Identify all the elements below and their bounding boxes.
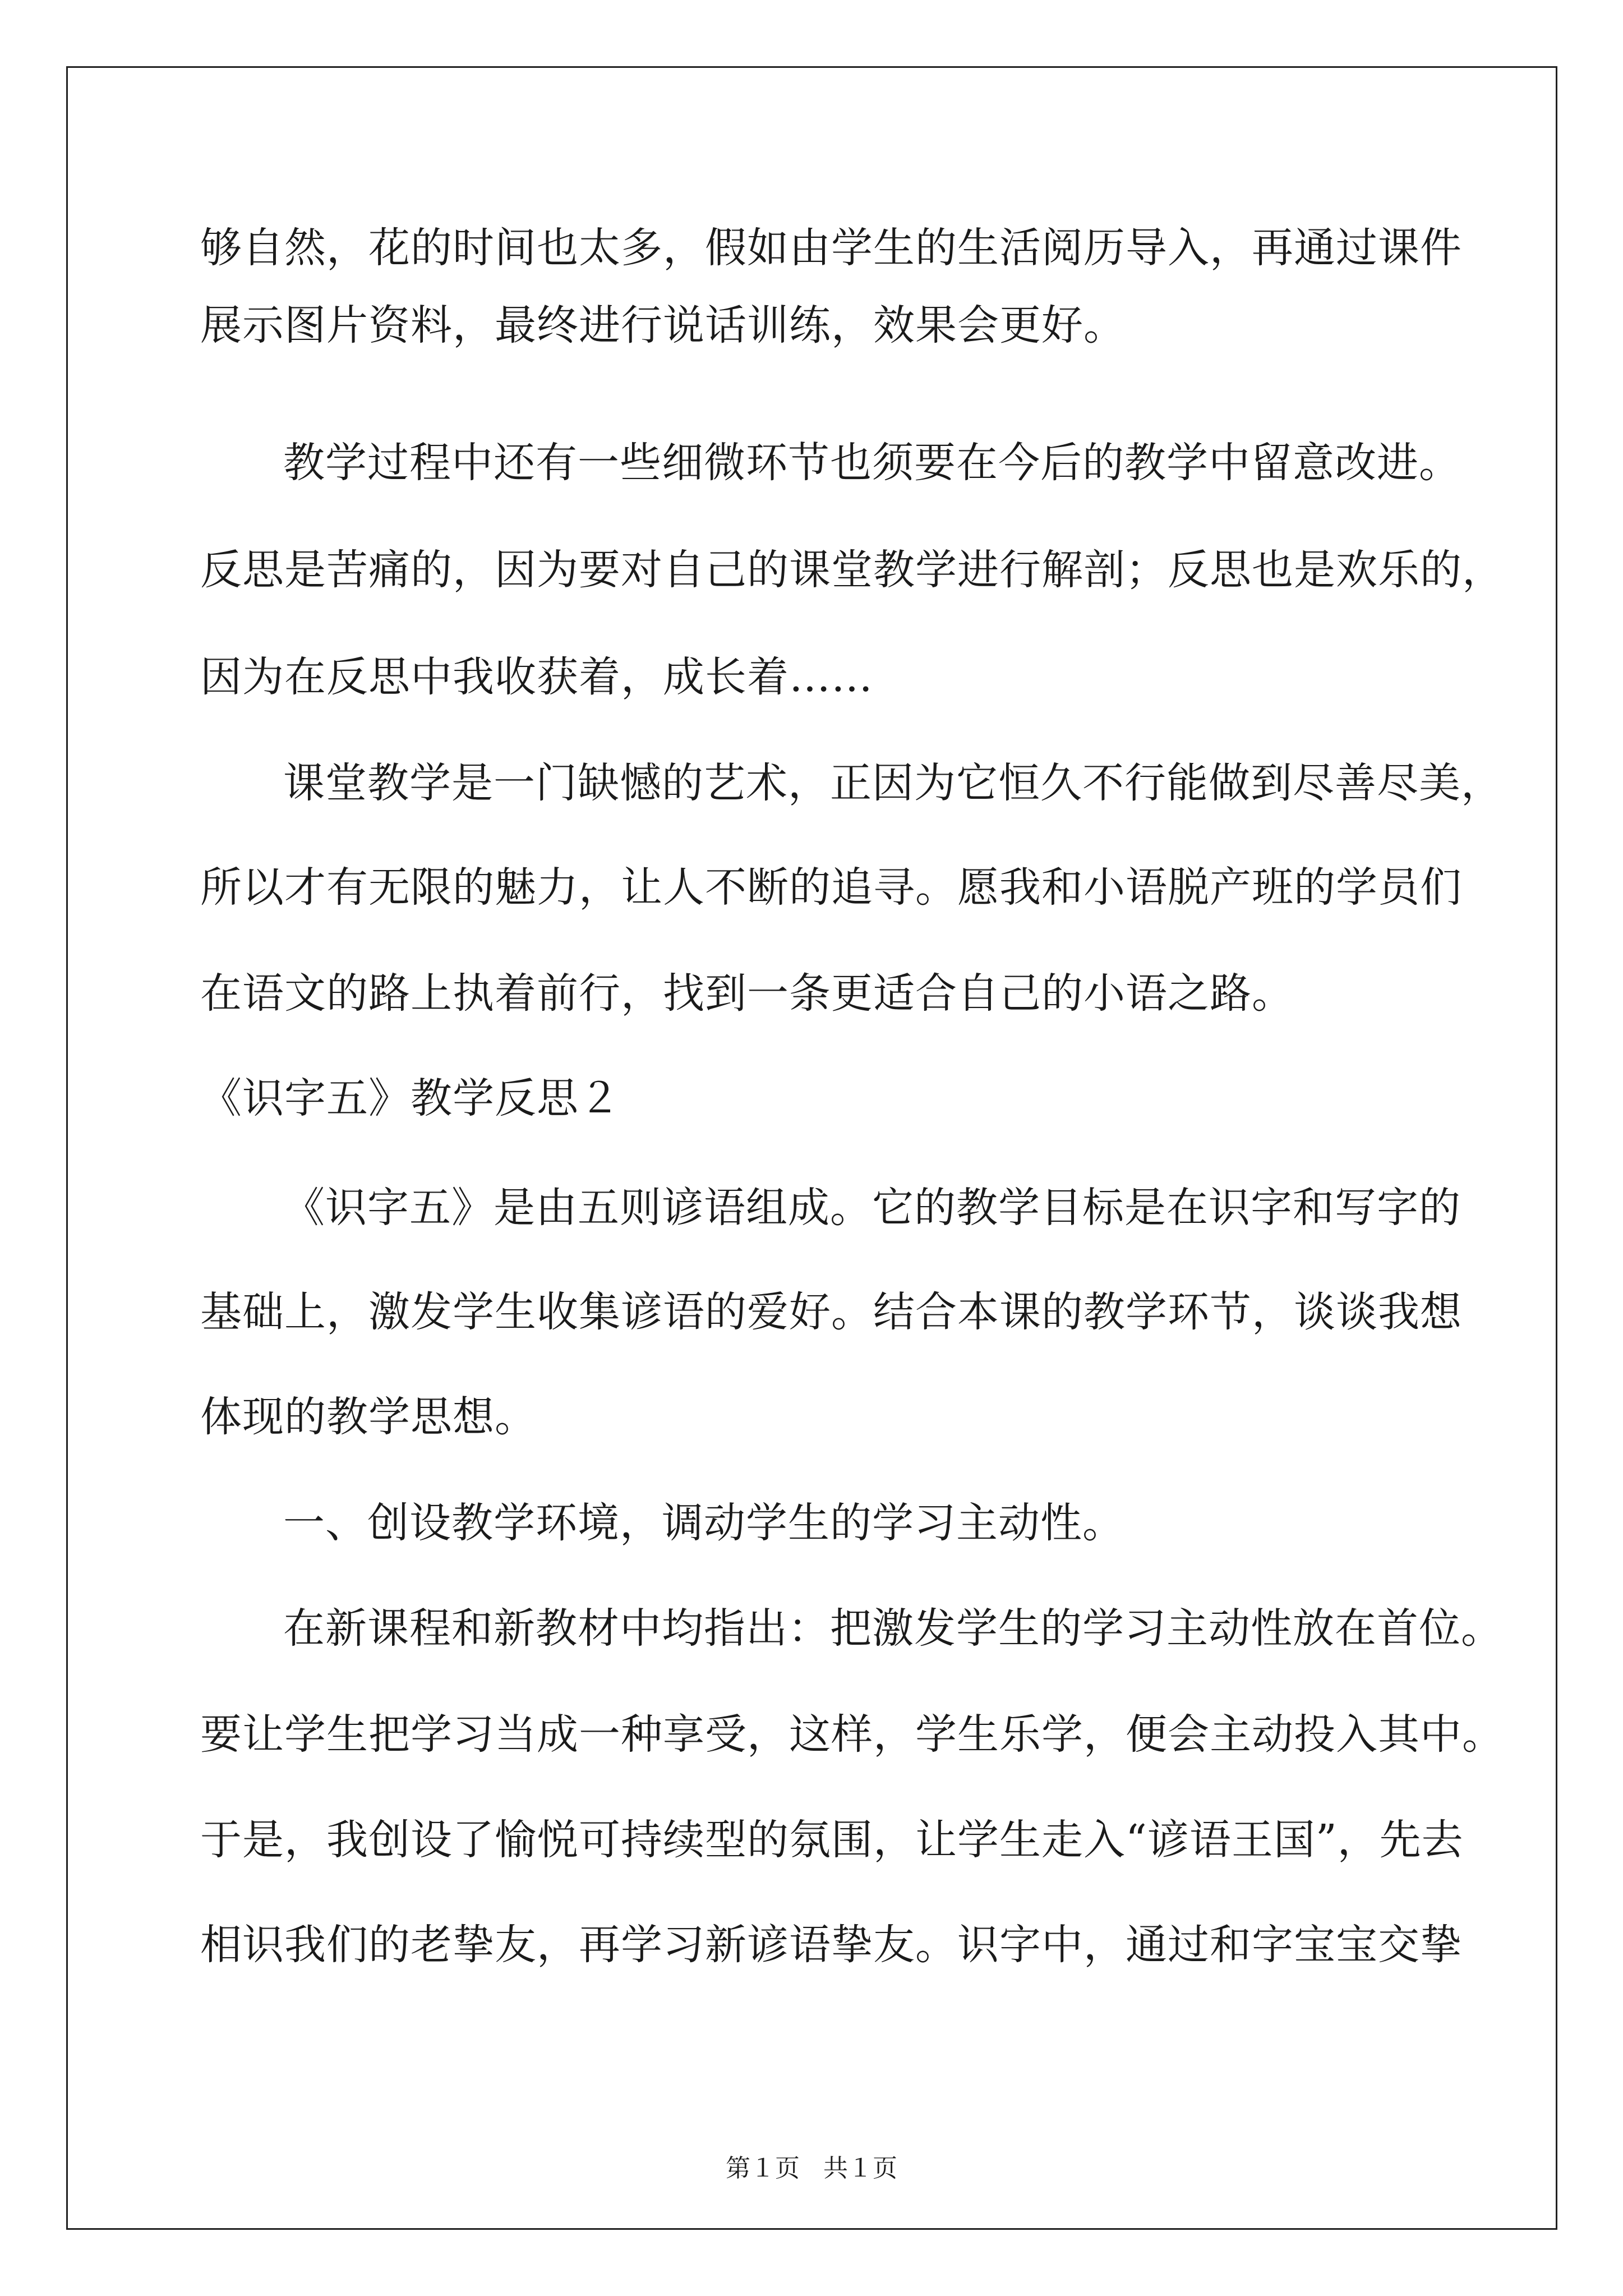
text-line: 《识字五》是由五则谚语组成。它的教学目标是在识字和写字的 bbox=[283, 1184, 1461, 1232]
text-line: 相识我们的老挚友，再学习新谚语挚友。识字中，通过和字宝宝交挚 bbox=[200, 1921, 1462, 1969]
text-line: 课堂教学是一门缺憾的艺术，正因为它恒久不行能做到尽善尽美， bbox=[283, 759, 1503, 807]
text-line: 于是，我创设了愉悦可持续型的氛围，让学生走入“谚语王国”，先去 bbox=[200, 1816, 1464, 1864]
text-line: 够自然，花的时间也太多，假如由学生的生活阅历导入，再通过课件 bbox=[200, 224, 1462, 272]
text-line: 要让学生把学习当成一种享受，这样，学生乐学，便会主动投入其中。 bbox=[200, 1710, 1504, 1759]
page-footer: 第１页 共１页 bbox=[726, 2154, 897, 2183]
page-border bbox=[66, 66, 1557, 2230]
text-line: 因为在反思中我收获着，成长着…… bbox=[200, 653, 873, 701]
text-line: 在新课程和新教材中均指出：把激发学生的学习主动性放在首位。 bbox=[283, 1604, 1503, 1653]
text-line: 基础上，激发学生收集谚语的爱好。结合本课的教学环节，谈谈我想 bbox=[200, 1288, 1462, 1336]
text-line: 在语文的路上执着前行，找到一条更适合自己的小语之路。 bbox=[200, 969, 1294, 1018]
text-line: 所以才有无限的魅力，让人不断的追寻。愿我和小语脱产班的学员们 bbox=[200, 863, 1462, 912]
section-heading: 《识字五》教学反思２ bbox=[200, 1074, 621, 1122]
text-line: 反思是苦痛的，因为要对自己的课堂教学进行解剖；反思也是欢乐的， bbox=[200, 546, 1504, 594]
text-line: 展示图片资料，最终进行说话训练，效果会更好。 bbox=[200, 301, 1126, 349]
text-line: 体现的教学思想。 bbox=[200, 1393, 537, 1441]
text-line: 一、创设教学环境，调动学生的学习主动性。 bbox=[283, 1499, 1124, 1547]
text-line: 教学过程中还有一些细微环节也须要在今后的教学中留意改进。 bbox=[283, 439, 1461, 487]
